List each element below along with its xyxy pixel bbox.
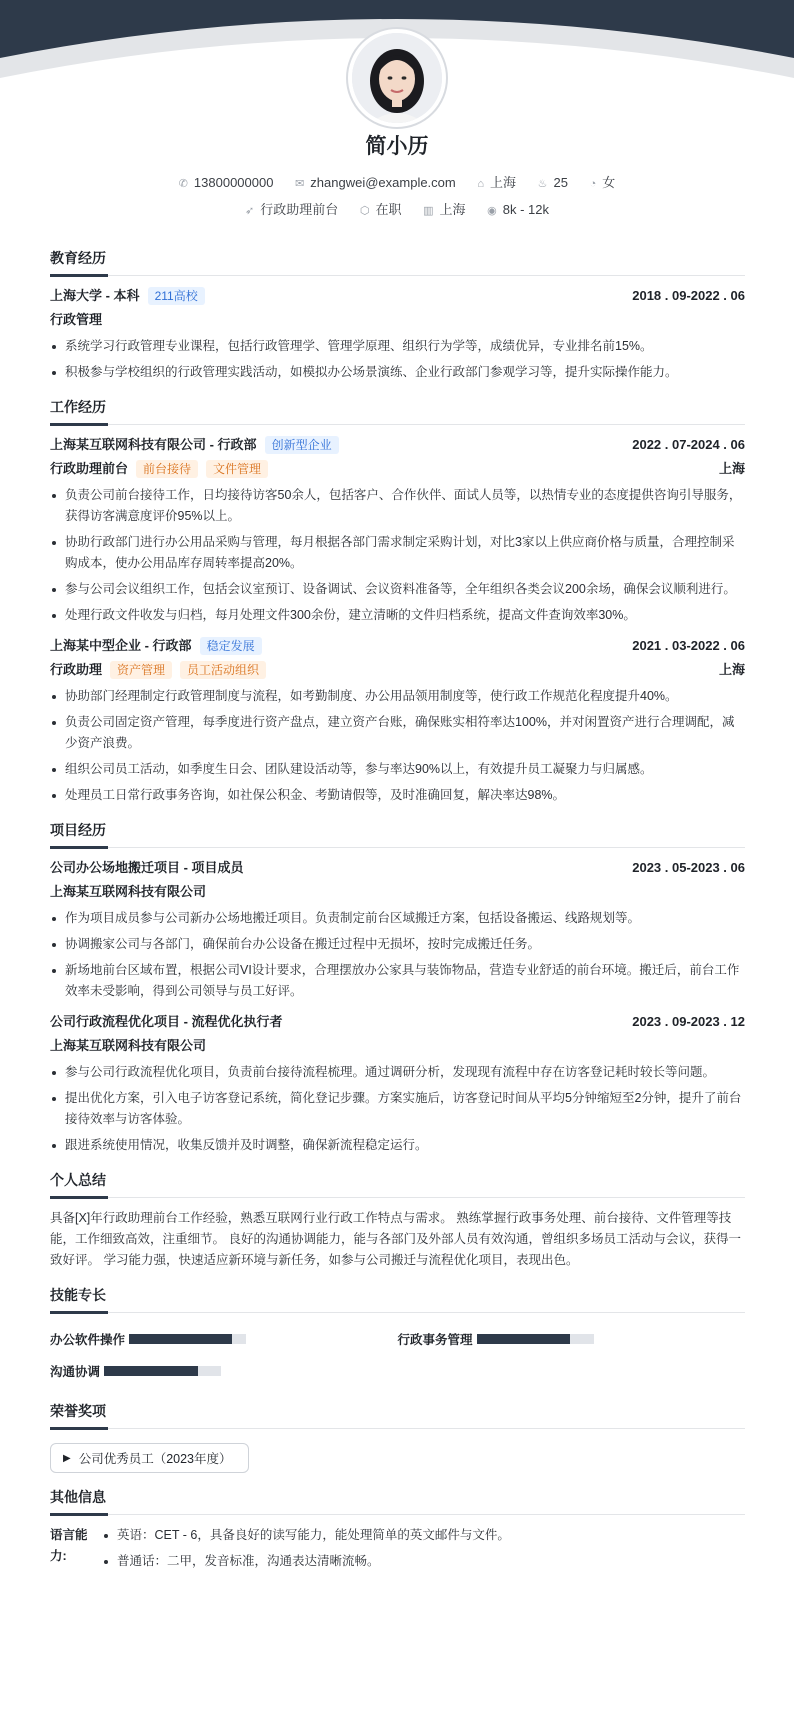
list-item: 协助行政部门进行办公用品采购与管理，每月根据各部门需求制定采购计划，对比3家以上供应商价格与质量，合理控制采购成本，使办公用品库存周转率提高20%。 bbox=[50, 532, 745, 574]
skill-name: 办公软件操作 bbox=[50, 1333, 126, 1347]
section-title: 工作经历 bbox=[50, 397, 745, 425]
job-location: 上海 bbox=[718, 662, 745, 677]
award-name: 公司优秀员工（2023年度） bbox=[78, 1452, 232, 1466]
company-tag: 稳定发展 bbox=[200, 637, 262, 655]
target-city: 上海 bbox=[439, 202, 466, 217]
school-name: 上海大学 - 本科 bbox=[50, 288, 140, 303]
major: 行政管理 bbox=[50, 312, 103, 327]
section-title: 教育经历 bbox=[50, 248, 745, 276]
list-item: 提出优化方案，引入电子访客登记系统，简化登记步骤。方案实施后，访客登记时间从平均5分钟缩短至2分钟，提升了前台接待效率与访客体验。 bbox=[50, 1088, 745, 1130]
skill-item bbox=[50, 1355, 398, 1387]
job-location: 上海 bbox=[718, 461, 745, 476]
email: zhangwei@example.com bbox=[310, 175, 456, 190]
summary-section bbox=[50, 1170, 745, 1271]
job-role: 行政助理 bbox=[50, 662, 103, 677]
skill-tag: 文件管理 bbox=[206, 460, 268, 478]
list-item: 负责公司固定资产管理，每季度进行资产盘点，建立资产台账，确保账实相符率达100%，并对闲置资产进行合理调配，减少资产浪费。 bbox=[50, 712, 745, 754]
job-role-row bbox=[50, 459, 745, 479]
age: 25 bbox=[553, 175, 568, 190]
job-status: 在职 bbox=[375, 202, 402, 217]
salary-icon: ◉ bbox=[487, 205, 497, 217]
school-tag: 211高校 bbox=[148, 287, 205, 305]
company-name: 上海某互联网科技有限公司 - 行政部 bbox=[50, 437, 257, 452]
skill-bar-fill bbox=[477, 1334, 571, 1344]
job-date: 2022 . 07-2024 . 06 bbox=[632, 437, 745, 452]
major-row bbox=[50, 310, 745, 330]
city: 上海 bbox=[490, 175, 517, 190]
job-bullets bbox=[50, 485, 745, 626]
language-list bbox=[102, 1525, 510, 1577]
list-item: 协助部门经理制定行政管理制度与流程，如考勤制度、办公用品领用制度等，使行政工作规范化程度提升40%。 bbox=[50, 686, 745, 707]
project-section bbox=[50, 820, 745, 1156]
skills-section bbox=[50, 1285, 745, 1387]
work-section bbox=[50, 397, 745, 806]
list-item: 系统学习行政管理专业课程，包括行政管理学、管理学原理、组织行为学等，成绩优异，专业排名前15%。 bbox=[50, 336, 745, 357]
project-header bbox=[50, 1012, 745, 1032]
contact-row bbox=[0, 172, 794, 191]
section-title: 项目经历 bbox=[50, 820, 745, 848]
skill-bar-fill bbox=[104, 1366, 198, 1376]
awards-section bbox=[50, 1401, 745, 1473]
phone: 13800000000 bbox=[193, 175, 274, 190]
skills-grid bbox=[50, 1323, 745, 1387]
education-section bbox=[50, 248, 745, 383]
other-section bbox=[50, 1487, 745, 1577]
education-header bbox=[50, 286, 745, 306]
resume-content bbox=[50, 248, 745, 1591]
cake-icon: ♨ bbox=[537, 178, 548, 190]
phone-item bbox=[179, 175, 274, 190]
project-org-row bbox=[50, 1036, 745, 1056]
list-item: 参与公司会议组织工作，包括会议室预订、设备调试、会议资料准备等，全年组织各类会议200余场，确保会议顺利进行。 bbox=[50, 579, 745, 600]
phone-icon: ✆ bbox=[178, 178, 188, 190]
skill-bar-fill bbox=[129, 1334, 232, 1344]
gender-item bbox=[590, 172, 616, 191]
project-header bbox=[50, 858, 745, 878]
skill-tag: 资产管理 bbox=[110, 661, 172, 679]
skill-item bbox=[398, 1323, 746, 1355]
skill-bar bbox=[129, 1334, 246, 1344]
list-item: 处理行政文件收发与归档，每月处理文件300余份，建立清晰的文件归档系统，提高文件查询效率30%。 bbox=[50, 605, 745, 626]
salary-item bbox=[487, 202, 549, 217]
candidate-name: 简小历 bbox=[365, 135, 429, 158]
project-bullets bbox=[50, 1062, 745, 1156]
list-item: 负责公司前台接待工作，日均接待访客50余人，包括客户、合作伙伴、面试人员等，以热情专业的态度提供咨询引导服务，获得访客满意度评价95%以上。 bbox=[50, 485, 745, 527]
job-header bbox=[50, 636, 745, 656]
project-org: 上海某互联网科技有限公司 bbox=[50, 884, 207, 899]
avatar bbox=[348, 29, 446, 127]
education-date: 2018 . 09-2022 . 06 bbox=[632, 288, 745, 303]
list-item: 处理员工日常行政事务咨询，如社保公积金、考勤请假等，及时准确回复，解决率达98%。 bbox=[50, 785, 745, 806]
home-icon: ⌂ bbox=[477, 178, 485, 190]
list-item: 组织公司员工活动，如季度生日会、团队建设活动等，参与率达90%以上，有效提升员工凝聚力与归属感。 bbox=[50, 759, 745, 780]
project-bullets bbox=[50, 908, 745, 1002]
skill-item bbox=[50, 1323, 398, 1355]
skill-bar bbox=[104, 1366, 221, 1376]
status-item bbox=[360, 199, 402, 218]
skill-tag: 员工活动组织 bbox=[180, 661, 266, 679]
language-row bbox=[50, 1525, 745, 1577]
mail-icon: ✉ bbox=[295, 178, 305, 190]
skill-name: 沟通协调 bbox=[50, 1365, 101, 1379]
award-item[interactable] bbox=[50, 1443, 249, 1473]
job-date: 2021 . 03-2022 . 06 bbox=[632, 638, 745, 653]
education-bullets bbox=[50, 336, 745, 383]
building-icon: ▥ bbox=[423, 205, 434, 217]
project-date: 2023 . 09-2023 . 12 bbox=[632, 1014, 745, 1029]
send-icon: ➶ bbox=[244, 205, 255, 217]
skill-name: 行政事务管理 bbox=[397, 1333, 473, 1347]
project-org: 上海某互联网科技有限公司 bbox=[50, 1038, 207, 1053]
list-item: 普通话：二甲，发音标准，沟通表达清晰流畅。 bbox=[102, 1551, 510, 1572]
caret-right-icon: ▶ bbox=[63, 1452, 71, 1464]
list-item: 作为项目成员参与公司新办公场地搬迁项目。负责制定前台区域搬迁方案，包括设备搬运、线路规划等。 bbox=[50, 908, 745, 929]
intention-row bbox=[0, 199, 794, 218]
job-header bbox=[50, 435, 745, 455]
section-title: 技能专长 bbox=[50, 1285, 745, 1313]
company-tag: 创新型企业 bbox=[265, 436, 339, 454]
age-item bbox=[538, 175, 568, 190]
project-name: 公司办公场地搬迁项目 - 项目成员 bbox=[50, 860, 244, 875]
section-title: 荣誉奖项 bbox=[50, 1401, 745, 1429]
summary-text: 具备[X]年行政助理前台工作经验，熟悉互联网行业行政工作特点与需求。 熟练掌握行政事务处理、前台接待、文件管理等技能，工作细致高效，注重细节。 良好的沟通协调能力，能与各部门及外部人员有效沟通，曾组织多场员工活动与会议，获得一致好评。 学习能力强，快速适应新环境与新任务，如参与公司搬迁与流程优化项目，表现出色。 bbox=[50, 1211, 741, 1267]
project-name: 公司行政流程优化项目 - 流程优化执行者 bbox=[50, 1014, 283, 1029]
target-job: 行政助理前台 bbox=[260, 202, 339, 217]
gender: 女 bbox=[602, 175, 616, 190]
job-role: 行政助理前台 bbox=[50, 461, 129, 476]
section-title: 其他信息 bbox=[50, 1487, 745, 1515]
project-org-row bbox=[50, 882, 745, 902]
job-role-row bbox=[50, 660, 745, 680]
status-icon: ⬡ bbox=[359, 205, 370, 217]
target-city-item bbox=[423, 199, 465, 218]
salary: 8k - 12k bbox=[502, 202, 549, 217]
skill-tag: 前台接待 bbox=[136, 460, 198, 478]
job-bullets bbox=[50, 686, 745, 806]
section-title: 个人总结 bbox=[50, 1170, 745, 1198]
gender-icon: ◔ bbox=[589, 178, 597, 190]
language-label: 语言能力: bbox=[50, 1528, 88, 1563]
list-item: 新场地前台区域布置，根据公司VI设计要求，合理摆放办公家具与装饰物品，营造专业舒适的前台环境。搬迁后，前台工作效率未受影响，得到公司领导与员工好评。 bbox=[50, 960, 745, 1002]
list-item: 跟进系统使用情况，收集反馈并及时调整，确保新流程稳定运行。 bbox=[50, 1135, 745, 1156]
list-item: 英语：CET - 6，具备良好的读写能力，能处理简单的英文邮件与文件。 bbox=[102, 1525, 510, 1546]
city-item bbox=[477, 172, 516, 191]
list-item: 参与公司行政流程优化项目，负责前台接待流程梳理。通过调研分析，发现现有流程中存在访客登记耗时较长等问题。 bbox=[50, 1062, 745, 1083]
list-item: 积极参与学校组织的行政管理实践活动，如模拟办公场景演练、企业行政部门参观学习等，提升实际操作能力。 bbox=[50, 362, 745, 383]
skill-bar bbox=[477, 1334, 594, 1344]
company-name: 上海某中型企业 - 行政部 bbox=[50, 638, 192, 653]
email-item bbox=[295, 175, 456, 190]
project-date: 2023 . 05-2023 . 06 bbox=[632, 860, 745, 875]
job-item bbox=[245, 199, 338, 218]
list-item: 协调搬家公司与各部门，确保前台办公设备在搬迁过程中无损坏，按时完成搬迁任务。 bbox=[50, 934, 745, 955]
